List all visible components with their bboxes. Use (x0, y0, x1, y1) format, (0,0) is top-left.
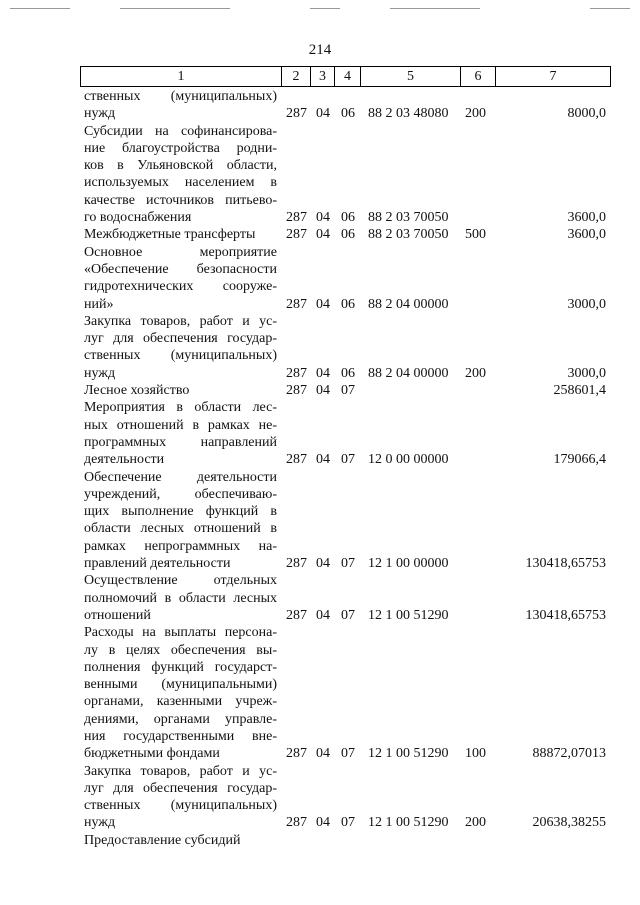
table-row (84, 763, 610, 832)
amount-value: 8000,0 (567, 106, 606, 122)
target-article-code: 12 1 00 51290 (368, 607, 449, 623)
amount-value: 258601,4 (553, 383, 606, 399)
row-codes (84, 296, 610, 313)
description-line: Обеспечение деятельности (84, 469, 277, 485)
row-codes (84, 209, 610, 226)
target-article-code: 12 0 00 00000 (368, 452, 449, 468)
description-line: луг для обеспечения государ- (84, 331, 277, 347)
amount-value: 130418,65753 (525, 607, 606, 623)
section-code: 04 (316, 452, 330, 468)
target-article-code: 12 1 00 00000 (368, 556, 449, 572)
amount-value: 3600,0 (567, 210, 606, 226)
table-row (84, 469, 610, 573)
description-line: полнения функций государст- (84, 659, 277, 675)
target-article-code: 88 2 04 00000 (368, 365, 449, 381)
section-code: 04 (316, 383, 330, 399)
description-line: го водоснабжения (84, 210, 192, 226)
amount-value: 130418,65753 (525, 556, 606, 572)
ministry-code: 287 (286, 556, 307, 572)
row-codes (84, 555, 610, 572)
row-codes (84, 382, 610, 399)
description-line: ственных (муниципальных) (84, 348, 277, 364)
amount-value: 20638,38255 (532, 815, 606, 831)
page-number: 214 (308, 42, 332, 58)
ministry-code: 287 (286, 383, 307, 399)
description-line: Закупка товаров, работ и ус- (84, 313, 277, 329)
section-code: 04 (316, 227, 330, 243)
column-header: 6 (461, 67, 496, 87)
description-line: ственных (муниципальных) (84, 89, 277, 104)
ministry-code: 287 (286, 296, 307, 312)
ministry-code: 287 (286, 106, 307, 122)
description-line: ние благоустройства родни- (84, 140, 277, 156)
section-code: 04 (316, 296, 330, 312)
expense-type-code: 100 (465, 746, 486, 762)
subsection-code: 06 (341, 210, 355, 226)
column-header: 2 (282, 67, 311, 87)
subsection-code: 06 (341, 227, 355, 243)
description-line: Расходы на выплаты персона- (84, 625, 277, 641)
ministry-code: 287 (286, 365, 307, 381)
ministry-code: 287 (286, 815, 307, 831)
table-row (84, 382, 610, 399)
amount-value: 3000,0 (567, 365, 606, 381)
column-header: 4 (335, 67, 361, 87)
expense-type-code: 200 (465, 106, 486, 122)
column-header: 3 (311, 67, 335, 87)
table-row (84, 123, 610, 227)
description-line: бюджетными фондами (84, 746, 220, 762)
section-code: 04 (316, 556, 330, 572)
description-line: ных отношений в рамках не- (84, 417, 277, 433)
section-code: 04 (316, 607, 330, 623)
description-line: «Обеспечение безопасности (84, 261, 277, 277)
table-row (84, 832, 610, 849)
description-line: рамках непрограммных на- (84, 538, 277, 554)
table-row (84, 399, 610, 468)
expense-type-code: 200 (465, 815, 486, 831)
description-line: программных направлений (84, 434, 277, 450)
description-line: Осуществление отдельных (84, 573, 277, 589)
column-header: 7 (496, 67, 611, 87)
subsection-code: 07 (341, 746, 355, 762)
row-codes (84, 832, 610, 849)
scan-artifact (390, 8, 480, 9)
scan-artifact (310, 8, 340, 9)
table-row (84, 624, 610, 762)
table-row (84, 572, 610, 624)
description-line: венными (муниципальными) (84, 677, 277, 693)
subsection-code: 06 (341, 296, 355, 312)
amount-value: 3000,0 (567, 296, 606, 312)
amount-value: 3600,0 (567, 227, 606, 243)
description-line: Субсидии на софинансирова- (84, 123, 277, 139)
table-row (84, 244, 610, 313)
description-line: ственных (муниципальных) (84, 798, 277, 814)
description-line: Межбюджетные трансферты (84, 227, 256, 243)
section-code: 04 (316, 746, 330, 762)
target-article-code: 88 2 03 70050 (368, 210, 449, 226)
row-codes (84, 745, 610, 762)
description-line: луг для обеспечения государ- (84, 780, 277, 796)
column-header: 5 (361, 67, 461, 87)
description-line: лу в целях обеспечения вы- (84, 642, 277, 658)
description-line: нужд (84, 815, 116, 831)
ministry-code: 287 (286, 210, 307, 226)
description-line: Лесное хозяйство (84, 383, 190, 399)
scan-artifact (10, 8, 70, 9)
row-codes (84, 105, 610, 122)
description-line: дениями, органами управле- (84, 711, 277, 727)
expense-type-code: 200 (465, 365, 486, 381)
description-line: используемых населением в (84, 175, 277, 191)
section-code: 04 (316, 365, 330, 381)
description-line: Закупка товаров, работ и ус- (84, 763, 277, 779)
subsection-code: 06 (341, 365, 355, 381)
description-line: ния государственными вне- (84, 728, 277, 744)
target-article-code: 12 1 00 51290 (368, 815, 449, 831)
description-line: ков в Ульяновской области, (84, 158, 277, 174)
amount-value: 88872,07013 (532, 746, 606, 762)
table-row (84, 88, 610, 123)
description-line: ний» (84, 296, 114, 312)
row-codes (84, 814, 610, 831)
description-line: щих выполнение функций в (84, 504, 277, 520)
ministry-code: 287 (286, 452, 307, 468)
description-line: органами, казенными учреж- (84, 694, 277, 710)
table-row (84, 226, 610, 243)
description-line: отношений (84, 607, 151, 623)
description-line: Мероприятия в области лес- (84, 400, 277, 416)
description-line: нужд (84, 106, 116, 122)
scan-artifact (590, 8, 630, 9)
description-line: полномочий в области лесных (84, 590, 277, 606)
row-codes (84, 226, 610, 243)
description-line: качестве источников питьево- (84, 192, 277, 208)
row-description (84, 624, 277, 762)
subsection-code: 07 (341, 452, 355, 468)
section-code: 04 (316, 815, 330, 831)
table-row (84, 313, 610, 382)
column-header: 1 (81, 67, 282, 87)
scan-artifact (120, 8, 230, 9)
description-line: деятельности (84, 452, 165, 468)
target-article-code: 88 2 03 70050 (368, 227, 449, 243)
description-line: правлений деятельности (84, 556, 231, 572)
ministry-code: 287 (286, 227, 307, 243)
row-codes (84, 607, 610, 624)
subsection-code: 06 (341, 106, 355, 122)
ministry-code: 287 (286, 746, 307, 762)
description-line: гидротехнических сооруже- (84, 279, 277, 295)
description-line: Предоставление субсидий (84, 832, 241, 848)
section-code: 04 (316, 106, 330, 122)
amount-value: 179066,4 (553, 452, 606, 468)
budget-table-body (84, 88, 610, 849)
description-line: учреждений, обеспечиваю- (84, 486, 277, 502)
column-header-row (80, 66, 611, 87)
section-code: 04 (316, 210, 330, 226)
target-article-code: 88 2 03 48080 (368, 106, 449, 122)
target-article-code: 88 2 04 00000 (368, 296, 449, 312)
description-line: нужд (84, 365, 116, 381)
target-article-code: 12 1 00 51290 (368, 746, 449, 762)
subsection-code: 07 (341, 607, 355, 623)
description-line: Основное мероприятие (84, 244, 277, 260)
subsection-code: 07 (341, 815, 355, 831)
row-codes (84, 451, 610, 468)
expense-type-code: 500 (465, 227, 486, 243)
subsection-code: 07 (341, 556, 355, 572)
description-line: области лесных отношений в (84, 521, 277, 537)
row-codes (84, 365, 610, 382)
subsection-code: 07 (341, 383, 355, 399)
ministry-code: 287 (286, 607, 307, 623)
